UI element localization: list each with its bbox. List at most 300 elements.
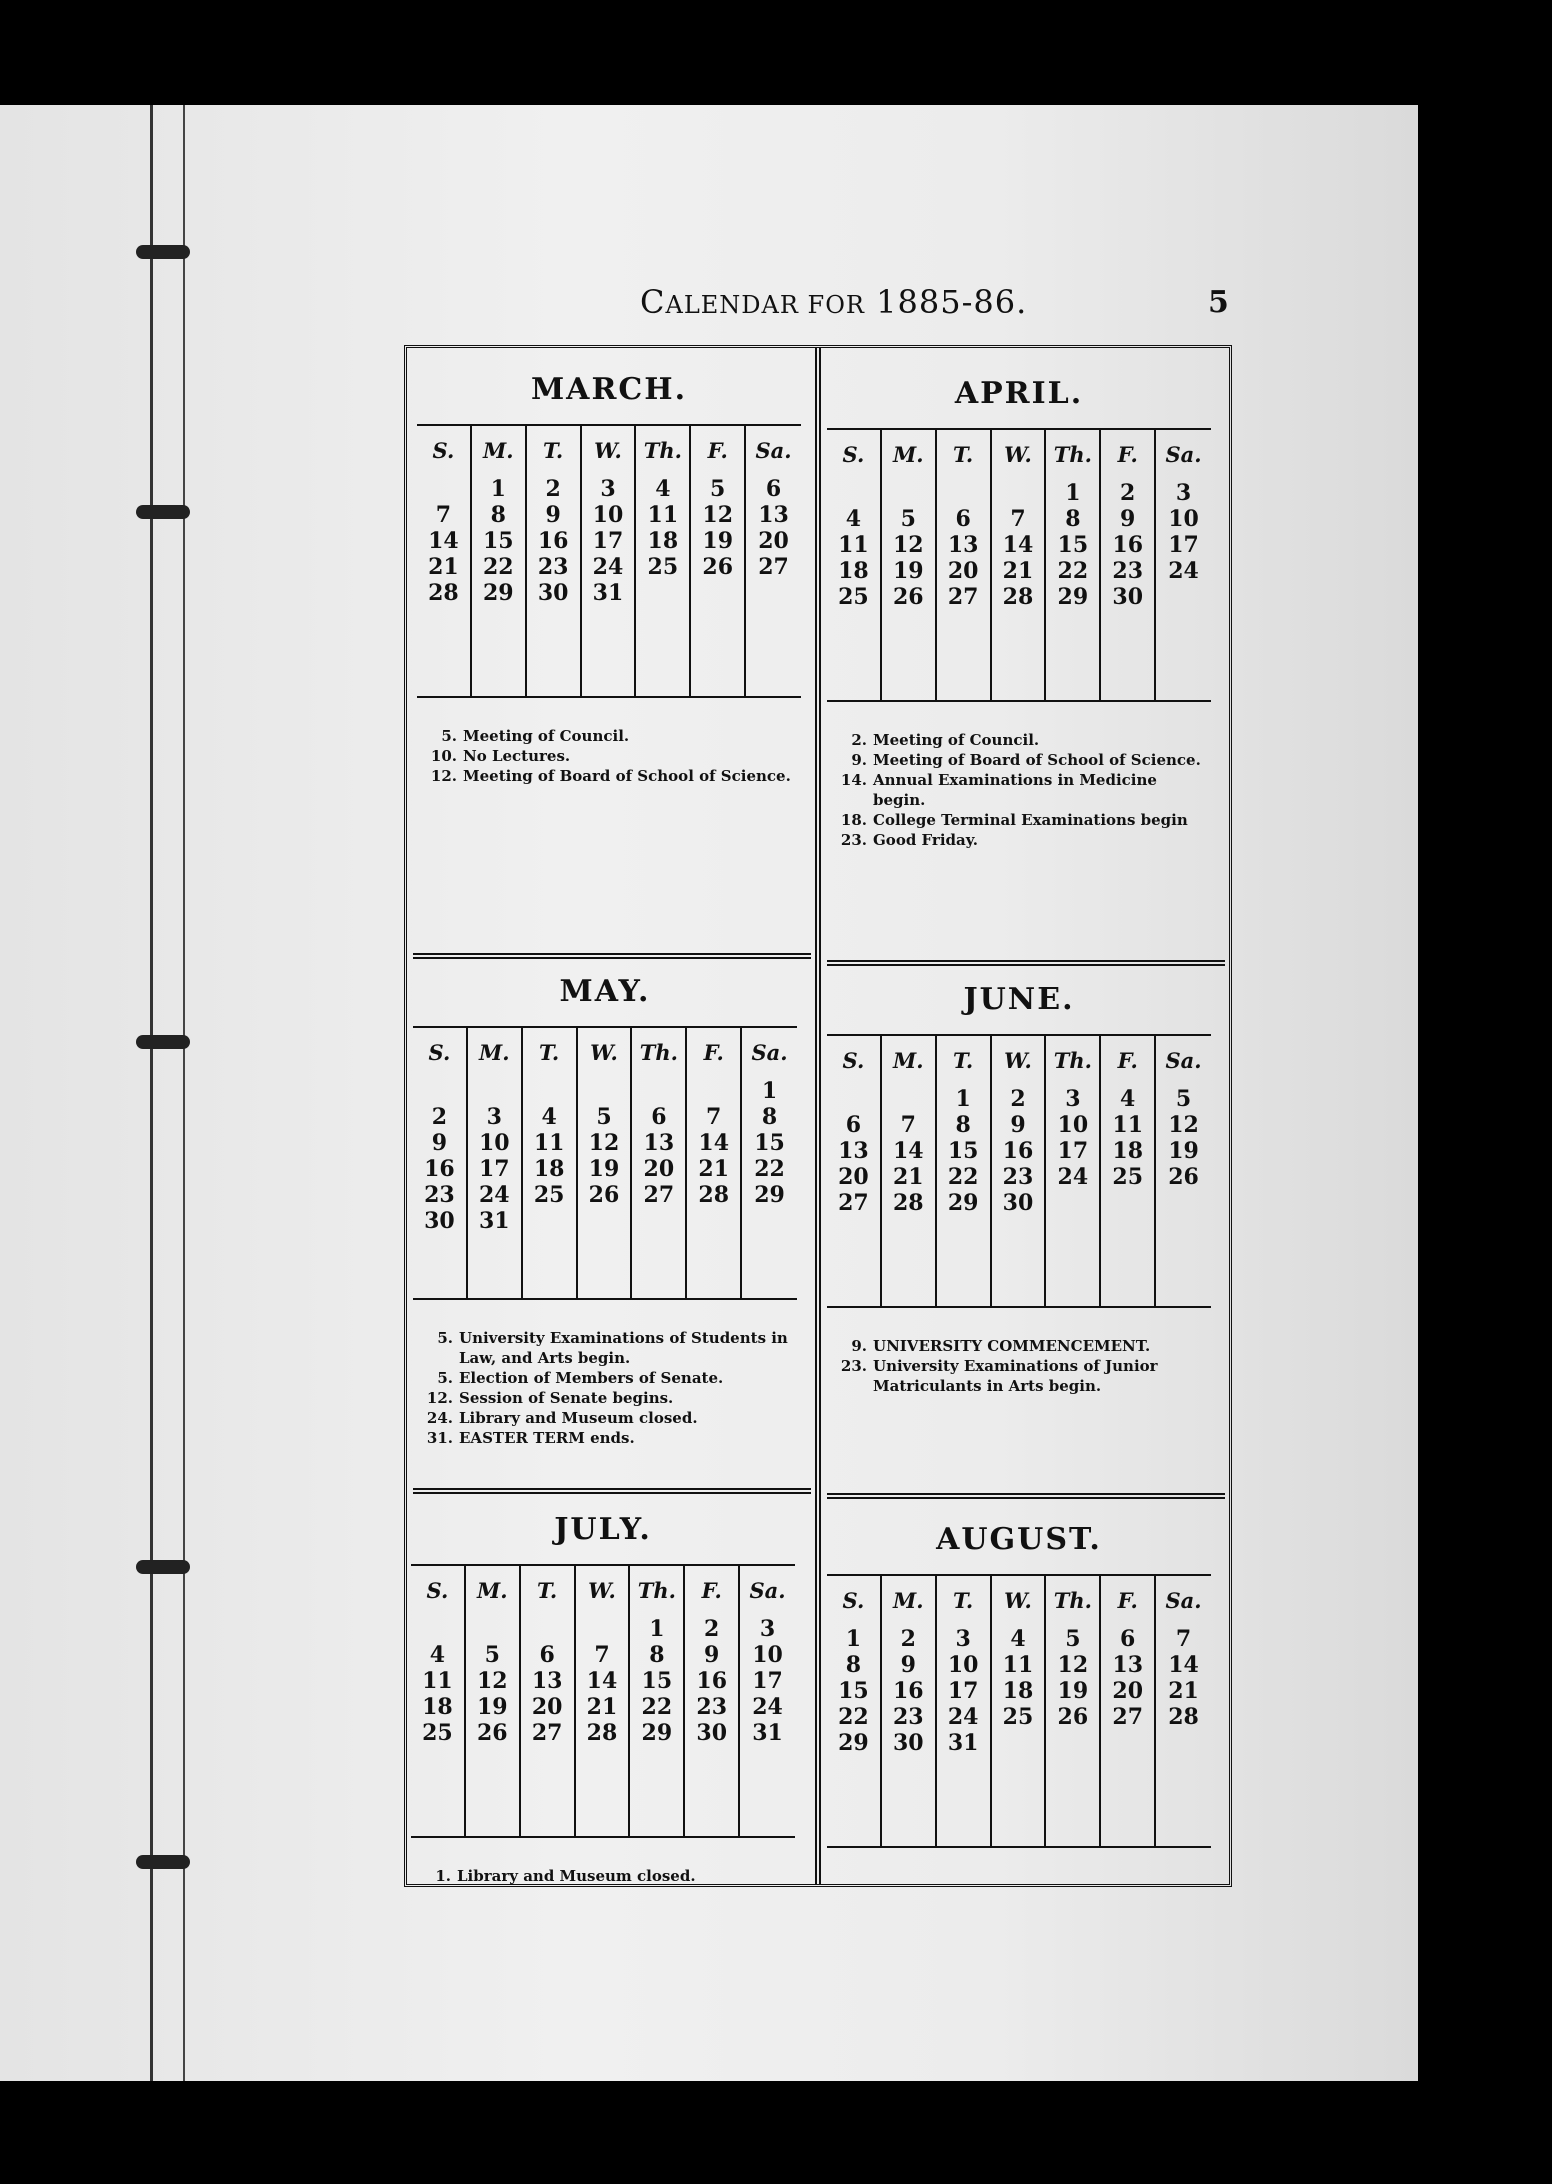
date-cell: 8 [761,1104,778,1130]
weekday-column [411,1566,466,1836]
date-cell: 23 [1112,558,1144,584]
note-text: University Examinations of Junior Matriculants in Arts begin. [873,1357,1158,1395]
date-cell: 15 [947,1138,979,1164]
weekday-header: Th. [637,1578,676,1603]
weekday-column [742,1028,797,1298]
date-cell: 22 [838,1704,869,1730]
date-cell: 24 [1168,558,1199,584]
weekday-column [1101,430,1156,700]
date-cell [992,480,1045,506]
note-item [837,810,1211,830]
scanned-page [0,105,1418,2081]
note-date: 18. [840,811,867,829]
month-notes [417,698,801,786]
weekday-header: Th. [639,1040,678,1065]
date-cell: 5 [1065,1626,1081,1652]
note-text: UNIVERSITY COMMENCEMENT. [873,1337,1151,1355]
date-cell: 14 [428,528,459,554]
note-text: Election of Members of Senate. [459,1369,724,1387]
weekday-column [827,1576,882,1846]
date-cell: 13 [838,1138,869,1164]
date-cell: 16 [537,528,569,554]
date-cell [1156,1730,1211,1756]
date-cell: 24 [947,1704,979,1730]
date-cell: 26 [476,1720,508,1746]
date-cell: 31 [752,1720,783,1746]
date-cell: 23 [1002,1164,1034,1190]
date-cell: 20 [531,1694,563,1720]
date-cell: 30 [537,580,569,606]
date-cell: 22 [482,554,514,580]
note-item [837,730,1211,750]
date-cell: 30 [696,1720,728,1746]
date-cell: 21 [892,1164,924,1190]
date-cell: 31 [592,580,624,606]
date-cell: 3 [486,1104,502,1130]
note-date: 23. [840,1357,867,1375]
date-cell: 29 [1057,584,1089,610]
date-cell: 1 [490,476,506,502]
date-cell: 10 [1057,1112,1089,1138]
weekday-header: Sa. [1165,1588,1202,1613]
weekday-header: F. [1117,442,1138,467]
note-date: 31. [426,1429,453,1447]
date-cell: 15 [1057,532,1089,558]
date-cell: 25 [1112,1164,1144,1190]
date-cell: 26 [1168,1164,1199,1190]
date-cell: 7 [900,1112,916,1138]
date-cell: 14 [892,1138,924,1164]
date-cell: 6 [765,476,782,502]
date-cell: 2 [1010,1086,1026,1112]
day-grid [413,1026,797,1300]
date-cell: 3 [1175,480,1192,506]
date-cell: 28 [1002,584,1034,610]
date-cell [521,1616,574,1642]
date-cell: 8 [490,502,506,528]
date-cell: 31 [478,1208,510,1234]
note-item [423,1368,797,1388]
date-cell [1046,1190,1099,1216]
month-notes [827,1308,1211,1396]
note-date: 5. [437,1329,453,1347]
weekday-header: Th. [1053,1588,1092,1613]
date-cell: 2 [431,1104,448,1130]
note-item [837,1336,1211,1356]
month-title: JULY. [554,1512,652,1547]
weekday-header: Th. [1053,442,1092,467]
weekday-header: W. [594,438,622,463]
weekday-header: S. [432,438,455,463]
date-cell: 29 [641,1720,673,1746]
note-item [427,766,801,786]
note-date: 9. [851,751,867,769]
date-cell: 5 [484,1642,500,1668]
date-cell: 4 [1120,1086,1136,1112]
weekday-header: Sa. [1165,1048,1202,1073]
date-cell: 19 [702,528,734,554]
date-cell: 11 [1002,1652,1034,1678]
date-cell: 8 [649,1642,665,1668]
date-cell: 23 [424,1182,455,1208]
date-cell: 15 [754,1130,785,1156]
date-cell: 27 [531,1720,563,1746]
weekday-column [992,1576,1047,1846]
date-cell: 17 [1168,532,1199,558]
date-cell: 9 [545,502,561,528]
weekday-header: W. [588,1578,616,1603]
date-cell: 29 [754,1182,785,1208]
date-cell [468,1078,521,1104]
date-cell: 6 [955,506,971,532]
date-cell: 3 [1065,1086,1081,1112]
date-cell: 27 [643,1182,675,1208]
note-item [423,1388,797,1408]
note-date: 14. [840,771,867,789]
note-date: 9. [851,1337,867,1355]
date-cell: 5 [596,1104,612,1130]
date-cell: 14 [698,1130,730,1156]
date-cell: 30 [1112,584,1144,610]
date-cell: 25 [422,1720,453,1746]
date-cell: 12 [702,502,734,528]
weekday-column [937,430,992,700]
date-cell [1101,1190,1154,1216]
date-cell: 20 [947,558,979,584]
binding-stitch [136,1855,190,1869]
date-cell: 27 [758,554,789,580]
date-cell: 29 [947,1190,979,1216]
date-cell: 24 [478,1182,510,1208]
date-cell: 19 [476,1694,508,1720]
date-cell: 18 [422,1694,453,1720]
date-cell: 16 [1112,532,1144,558]
month-title: MARCH. [530,372,688,407]
note-text: Annual Examinations in Medicine begin. [873,771,1157,809]
weekday-header: Th. [643,438,682,463]
date-cell: 31 [947,1730,979,1756]
date-cell: 24 [1057,1164,1089,1190]
note-date: 23. [840,831,867,849]
weekday-header: Sa. [751,1040,788,1065]
weekday-header: F. [707,438,728,463]
date-cell: 16 [892,1678,924,1704]
date-cell: 13 [1112,1652,1144,1678]
date-cell: 22 [641,1694,673,1720]
month-march [417,356,801,786]
note-text: University Examinations of Students in Law, and Arts begin. [459,1329,788,1367]
date-cell [578,1078,631,1104]
month-june [827,966,1211,1396]
date-cell: 26 [892,584,924,610]
date-cell: 12 [892,532,924,558]
note-date: 24. [426,1409,453,1427]
date-cell: 29 [838,1730,869,1756]
date-cell: 4 [845,506,862,532]
weekday-column [468,1028,523,1298]
date-cell [992,1730,1045,1756]
page-number: 5 [1208,285,1229,320]
date-cell: 10 [478,1130,510,1156]
date-cell [576,1616,629,1642]
date-cell: 18 [1112,1138,1144,1164]
weekday-header: W. [1004,1588,1032,1613]
running-head: CALENDAR FOR 1885-86. [640,283,1028,321]
date-cell: 13 [531,1668,563,1694]
date-cell: 25 [1002,1704,1034,1730]
date-cell: 26 [588,1182,620,1208]
weekday-column [882,1576,937,1846]
weekday-column [523,1028,578,1298]
date-cell: 9 [900,1652,916,1678]
weekday-header: T. [537,1578,558,1603]
date-cell: 23 [537,554,569,580]
date-cell: 8 [1065,506,1081,532]
weekday-column [882,430,937,700]
calendar-frame [404,345,1232,1887]
note-item [421,1866,795,1886]
weekday-header: W. [590,1040,618,1065]
weekday-column [746,426,801,696]
date-cell [746,580,801,606]
day-grid [827,428,1211,702]
date-cell: 20 [838,1164,869,1190]
date-cell: 9 [431,1130,448,1156]
month-notes [827,702,1211,850]
binding-stitch [136,1035,190,1049]
date-cell: 20 [758,528,789,554]
weekday-column [937,1576,992,1846]
date-cell: 2 [545,476,561,502]
date-cell: 1 [845,1626,862,1652]
date-cell: 14 [586,1668,618,1694]
date-cell: 17 [478,1156,510,1182]
note-text: Library and Museum closed. [457,1867,696,1885]
weekday-header: Sa. [755,438,792,463]
day-grid [827,1034,1211,1308]
date-cell: 5 [710,476,726,502]
date-cell: 15 [838,1678,869,1704]
date-cell: 22 [1057,558,1089,584]
note-text: EASTER TERM ends. [459,1429,635,1447]
weekday-column [1156,1576,1211,1846]
weekday-header: F. [1117,1588,1138,1613]
day-grid [417,424,801,698]
date-cell: 1 [955,1086,971,1112]
weekday-header: S. [842,1588,865,1613]
section-separator [413,1488,811,1494]
date-cell: 30 [424,1208,455,1234]
month-april [827,360,1211,850]
date-cell: 25 [533,1182,565,1208]
note-date: 1. [435,1867,451,1885]
date-cell: 22 [754,1156,785,1182]
date-cell: 15 [482,528,514,554]
date-cell [687,1208,740,1234]
date-cell: 3 [600,476,616,502]
date-cell: 17 [947,1678,979,1704]
date-cell: 21 [698,1156,730,1182]
month-august [827,1506,1211,1876]
weekday-column [827,1036,882,1306]
binding-stitch [136,1560,190,1574]
weekday-column [578,1028,633,1298]
note-item [427,726,801,746]
date-cell: 9 [704,1642,720,1668]
weekday-header: W. [1004,1048,1032,1073]
date-cell: 21 [428,554,459,580]
date-cell: 6 [1120,1626,1136,1652]
weekday-column [582,426,637,696]
date-cell: 15 [641,1668,673,1694]
date-cell: 7 [1175,1626,1192,1652]
date-cell: 12 [1168,1112,1199,1138]
date-cell: 1 [761,1078,778,1104]
date-cell: 20 [643,1156,675,1182]
note-text: No Lectures. [463,747,571,765]
day-grid [827,1574,1211,1848]
date-cell: 28 [892,1190,924,1216]
note-item [423,1428,797,1448]
weekday-header: S. [842,442,865,467]
date-cell: 10 [1168,506,1199,532]
date-cell: 17 [752,1668,783,1694]
weekday-column [417,426,472,696]
month-title: APRIL. [954,376,1084,411]
date-cell: 17 [1057,1138,1089,1164]
date-cell: 3 [955,1626,971,1652]
date-cell: 2 [900,1626,916,1652]
note-text: Meeting of Board of School of Science. [463,767,791,785]
date-cell [882,1086,935,1112]
date-cell: 18 [838,558,869,584]
date-cell: 7 [1010,506,1026,532]
note-text: Meeting of Council. [873,731,1040,749]
month-notes [413,1300,797,1448]
date-cell: 5 [900,506,916,532]
note-date: 10. [430,747,457,765]
date-cell: 6 [651,1104,667,1130]
date-cell [578,1208,631,1234]
date-cell: 7 [435,502,452,528]
date-cell: 9 [1010,1112,1026,1138]
weekday-header: F. [701,1578,722,1603]
weekday-column [992,430,1047,700]
note-text: Meeting of Council. [463,727,630,745]
date-cell: 20 [1112,1678,1144,1704]
date-cell: 4 [541,1104,557,1130]
date-cell: 19 [588,1156,620,1182]
section-separator [827,1493,1225,1499]
date-cell: 22 [947,1164,979,1190]
date-cell [827,1086,880,1112]
date-cell: 1 [1065,480,1081,506]
weekday-header: S. [428,1040,451,1065]
date-cell: 18 [533,1156,565,1182]
weekday-column [576,1566,631,1836]
date-cell: 19 [892,558,924,584]
date-cell: 27 [947,584,979,610]
date-cell [413,1078,466,1104]
month-may [413,958,797,1448]
date-cell: 5 [1175,1086,1192,1112]
note-text: Meeting of Board of School of Science. [873,751,1201,769]
weekday-header: T. [539,1040,560,1065]
note-text: College Terminal Examinations begin [873,811,1188,829]
date-cell: 11 [422,1668,453,1694]
note-text: Good Friday. [873,831,978,849]
date-cell: 30 [1002,1190,1034,1216]
weekday-column [466,1566,521,1836]
column-divider [815,348,821,1884]
date-cell: 17 [592,528,624,554]
binding-stitch [136,505,190,519]
weekday-column [992,1036,1047,1306]
weekday-column [691,426,746,696]
date-cell: 26 [1057,1704,1089,1730]
date-cell: 13 [947,532,979,558]
weekday-header: M. [478,1040,510,1065]
date-cell: 21 [1168,1678,1199,1704]
date-cell: 10 [752,1642,783,1668]
date-cell: 27 [838,1190,869,1216]
weekday-column [632,1028,687,1298]
note-item [423,1408,797,1428]
weekday-column [740,1566,795,1836]
weekday-column [685,1566,740,1836]
date-cell: 27 [1112,1704,1144,1730]
date-cell: 4 [1010,1626,1026,1652]
date-cell: 8 [955,1112,971,1138]
date-cell [1156,1190,1211,1216]
weekday-column [1046,1036,1101,1306]
weekday-header: Sa. [749,1578,786,1603]
weekday-column [882,1036,937,1306]
note-item [427,746,801,766]
weekday-header: T. [543,438,564,463]
weekday-header: M. [892,1588,924,1613]
date-cell: 12 [1057,1652,1089,1678]
date-cell: 10 [947,1652,979,1678]
weekday-column [937,1036,992,1306]
note-item [423,1328,797,1368]
date-cell [466,1616,519,1642]
weekday-header: M. [892,442,924,467]
date-cell: 16 [1002,1138,1034,1164]
date-cell [632,1078,685,1104]
weekday-column [687,1028,742,1298]
month-notes [411,1838,795,1886]
weekday-header: S. [842,1048,865,1073]
date-cell: 28 [586,1720,618,1746]
weekday-column [630,1566,685,1836]
date-cell [1101,1730,1154,1756]
date-cell: 19 [1057,1678,1089,1704]
date-cell: 6 [845,1112,862,1138]
weekday-header: Sa. [1165,442,1202,467]
month-title: AUGUST. [936,1522,1102,1557]
note-item [837,1356,1211,1396]
date-cell: 2 [704,1616,720,1642]
weekday-header: F. [703,1040,724,1065]
weekday-column [1101,1036,1156,1306]
date-cell: 18 [1002,1678,1034,1704]
date-cell [636,580,689,606]
weekday-column [1101,1576,1156,1846]
date-cell: 24 [592,554,624,580]
date-cell [523,1078,576,1104]
date-cell: 7 [594,1642,610,1668]
